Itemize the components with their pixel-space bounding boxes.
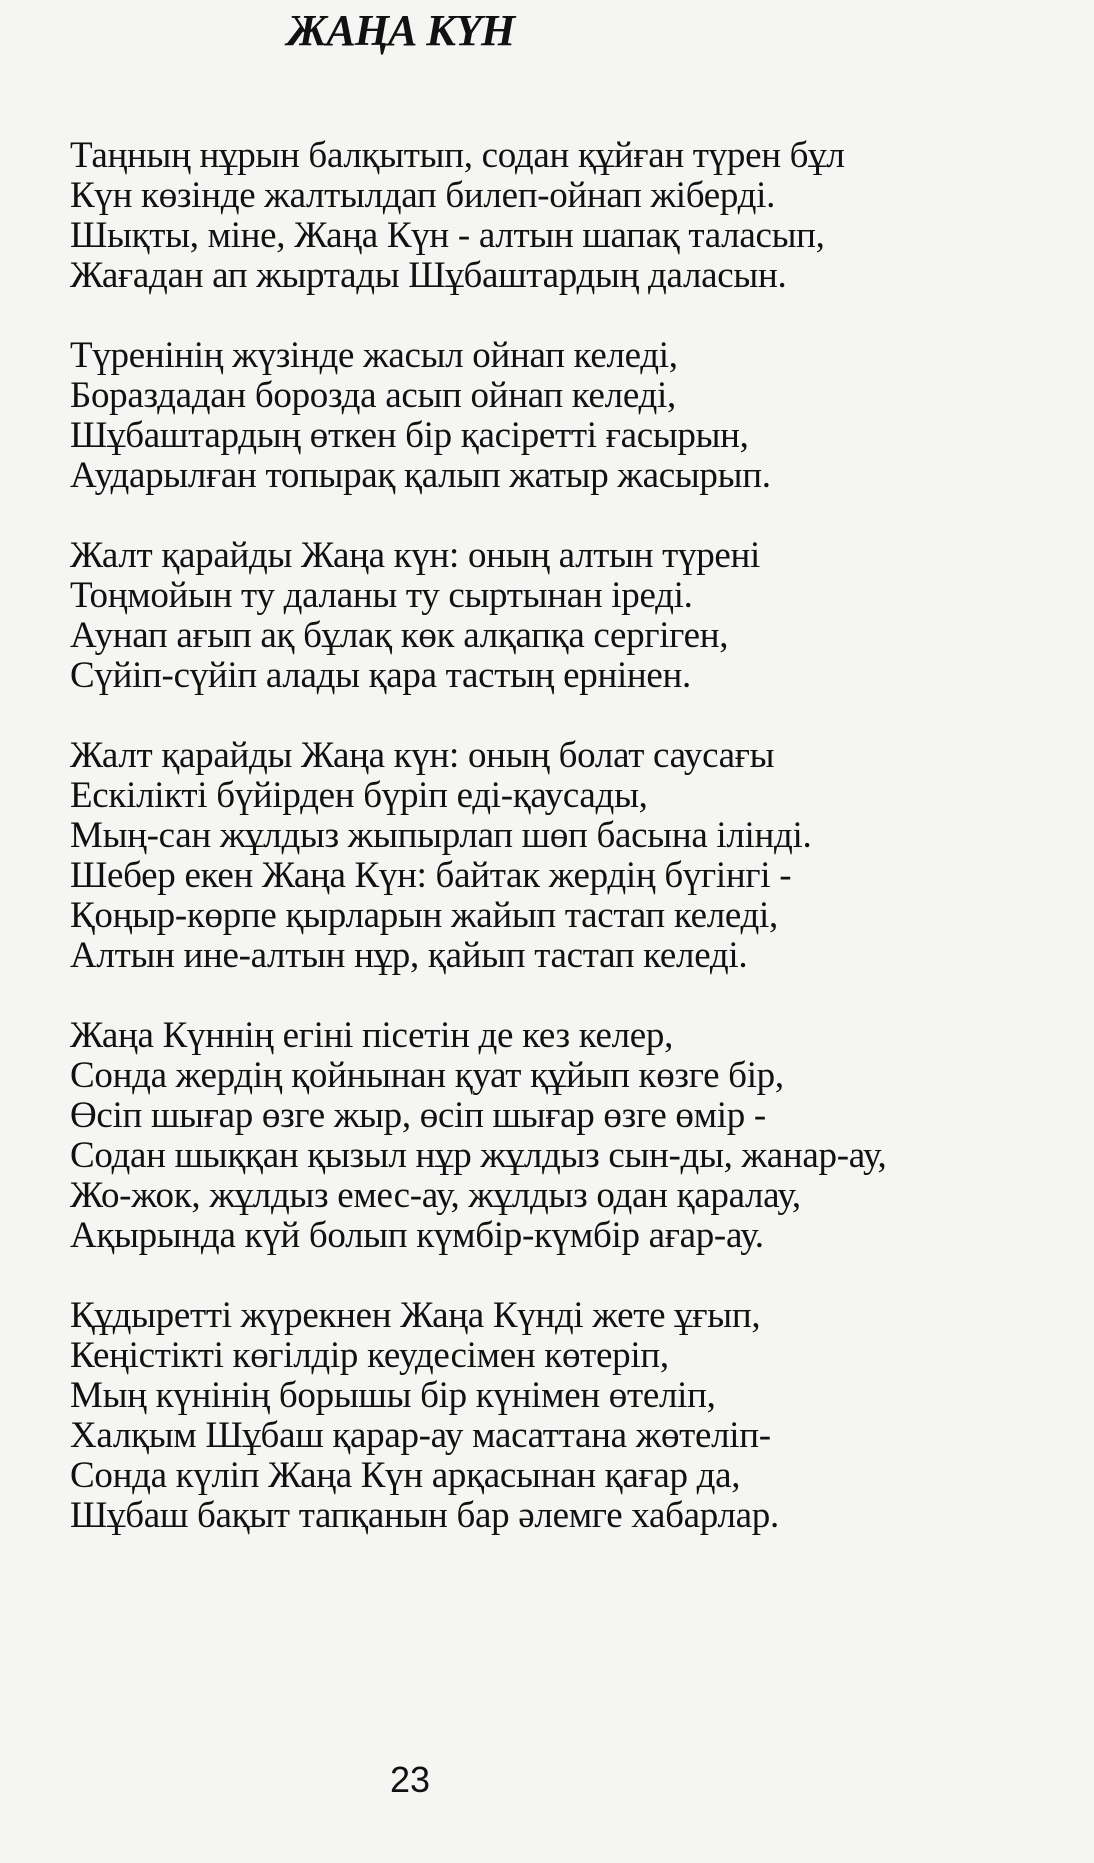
poem-line: Таңның нұрын балқытып, содан құйған түрен бұл xyxy=(70,135,845,176)
poem-title: ЖАҢА КҮН xyxy=(287,6,515,55)
poem-line: Шұбаштардың өткен бір қасіретті ғасырын, xyxy=(70,415,749,456)
poem-line: Шұбаш бақыт тапқанын бар әлемге хабарлар. xyxy=(70,1495,779,1536)
poem-line: Мың күнінің борышы бір күнімен өтеліп, xyxy=(70,1375,716,1416)
stanza-5 xyxy=(70,1016,1080,1256)
poem-line: Сонда жердің қойнынан қуат құйып көзге бір, xyxy=(70,1055,784,1096)
poem-line: Шықты, міне, Жаңа Күн - алтын шапақ таласып, xyxy=(70,215,825,256)
poem-line: Аунап ағып ақ бұлақ көк алқапқа сергіген, xyxy=(70,615,729,656)
poem-line: Жалт қарайды Жаңа күн: оның алтын түрені xyxy=(70,535,761,576)
poem-line: Мың-сан жұлдыз жыпырлап шөп басына ілінді. xyxy=(70,815,812,856)
poem-line: Өсіп шығар өзге жыр, өсіп шығар өзге өмір - xyxy=(70,1095,766,1136)
poem-line: Тоңмойын ту даланы ту сыртынан іреді. xyxy=(70,575,693,616)
poem-line: Бораздадан борозда асып ойнап келеді, xyxy=(70,375,676,416)
poem-line: Түренінің жүзінде жасыл ойнап келеді, xyxy=(70,335,678,376)
poem-line: Жаңа Күннің егіні пісетін де кез келер, xyxy=(70,1015,674,1056)
poem-line: Күн көзінде жалтылдап билеп-ойнап жіберді. xyxy=(70,175,776,216)
poem-line: Сонда күліп Жаңа Күн арқасынан қағар да, xyxy=(70,1455,741,1496)
poem-line: Аударылған топырақ қалып жатыр жасырып. xyxy=(70,455,771,496)
poem-line: Сүйіп-сүйіп алады қара тастың ернінен. xyxy=(70,655,691,696)
poem-line: Ескілікті бүйірден бүріп еді-қаусады, xyxy=(70,775,648,816)
poem-body xyxy=(70,136,1080,1576)
poem-line: Ақырында күй болып күмбір-күмбір ағар-ау. xyxy=(70,1215,764,1256)
poem-line: Жалт қарайды Жаңа күн: оның болат саусағы xyxy=(70,735,775,776)
poem-line: Жағадан ап жыртады Шұбаштардың даласын. xyxy=(70,255,787,296)
poem-line: Жо-жок, жұлдыз емес-ау, жұлдыз одан қаралау, xyxy=(70,1175,801,1216)
poem-line: Қоңыр-көрпе қырларын жайып тастап келеді, xyxy=(70,895,778,936)
poem-line: Шебер екен Жаңа Күн: байтак жердің бүгінгі - xyxy=(70,855,792,896)
stanza-1 xyxy=(70,136,1080,296)
poem-line: Құдыретті жүрекнен Жаңа Күнді жете ұғып, xyxy=(70,1295,761,1336)
poem-line: Содан шыққан қызыл нұр жұлдыз сын-ды, жанар-ау, xyxy=(70,1135,887,1176)
poem-line: Кеңістікті көгілдір кеудесімен көтеріп, xyxy=(70,1335,669,1376)
poem-line: Алтын ине-алтын нұр, қайып тастап келеді. xyxy=(70,935,748,976)
stanza-6 xyxy=(70,1296,1080,1536)
stanza-4 xyxy=(70,736,1080,976)
stanza-2 xyxy=(70,336,1080,496)
page-number: 23 xyxy=(389,1759,431,1800)
stanza-3 xyxy=(70,536,1080,696)
poem-line: Халқым Шұбаш қарар-ау масаттана жөтеліп- xyxy=(70,1415,771,1456)
